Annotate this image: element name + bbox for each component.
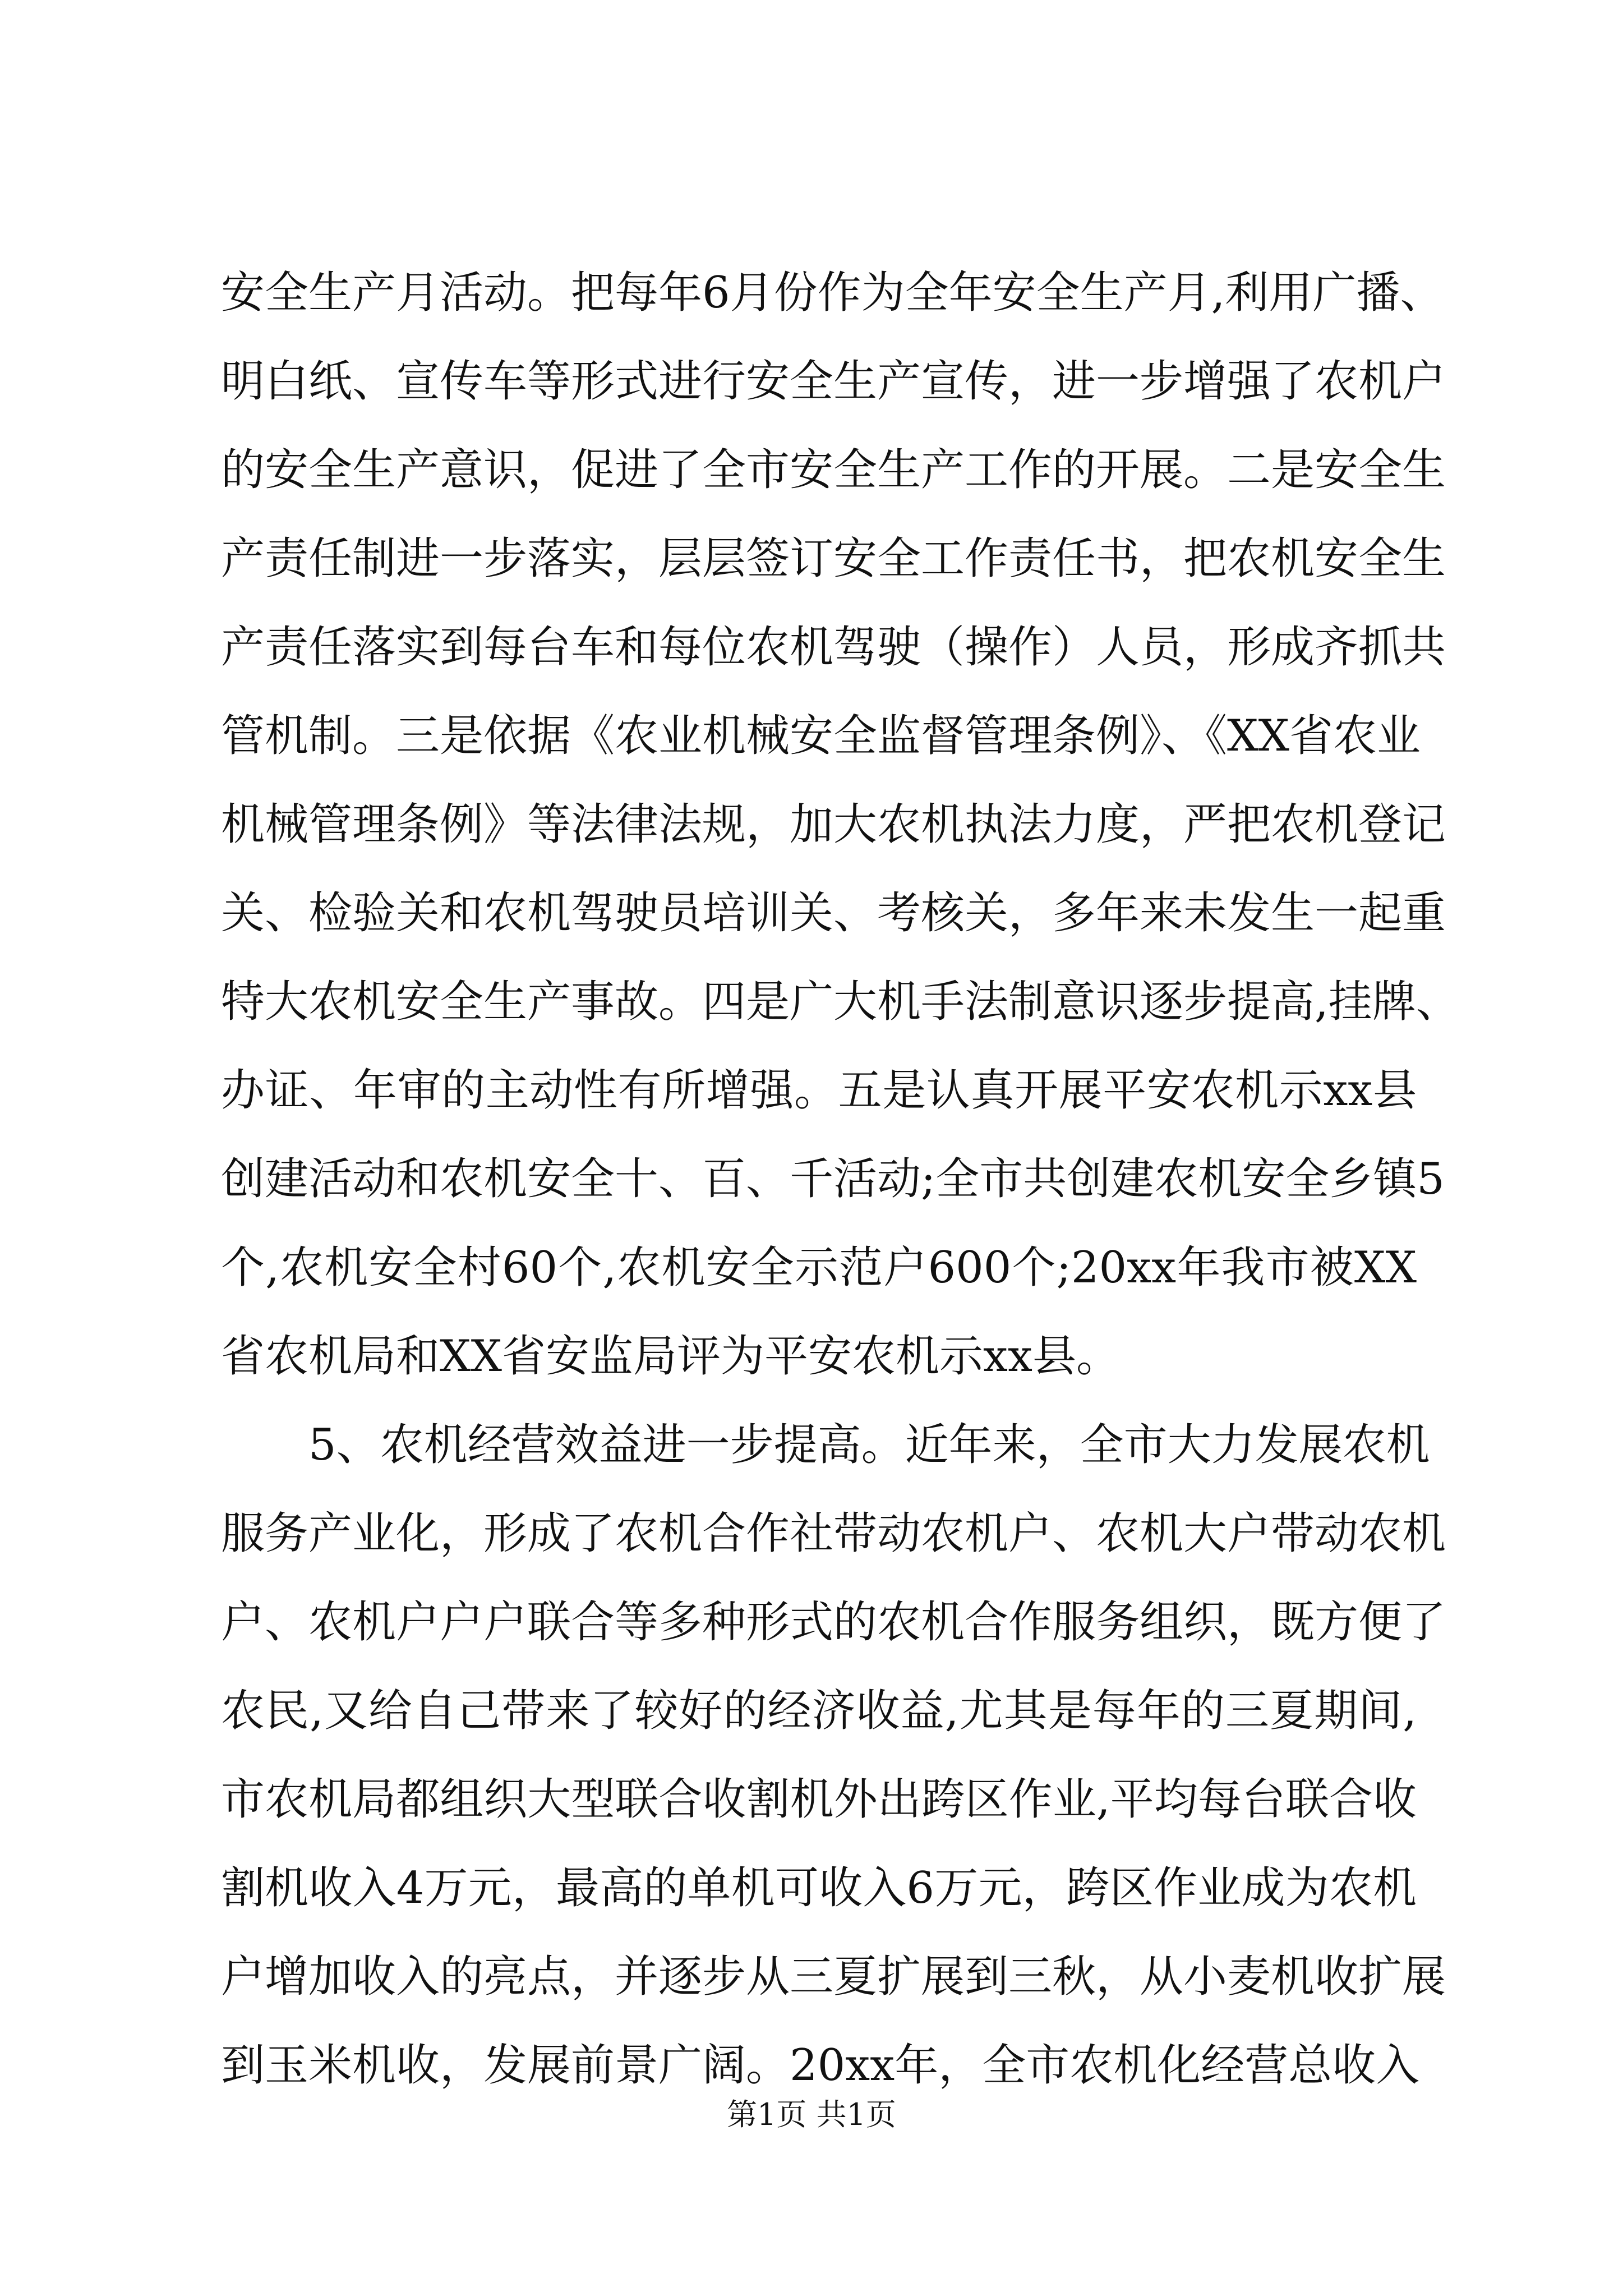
text-line: 户、农机户户户联合等多种形式的农机合作服务组织，既方便了 [221, 1597, 1446, 1648]
text-line: 户增加收入的亮点，并逐步从三夏扩展到三秋，从小麦机收扩展 [221, 1952, 1446, 2002]
text-line: 创建活动和农机安全十、百、千活动;全市共创建农机安全乡镇5 [221, 1154, 1445, 1204]
text-line: 服务产业化，形成了农机合作社带动农机户、农机大户带动农机 [221, 1508, 1446, 1559]
text-line: 个,农机安全村60个,农机安全示范户600个;20xx年我市被XX [221, 1243, 1417, 1293]
text-line: 明白纸、宣传车等形式进行安全生产宣传，进一步增强了农机户 [221, 356, 1446, 407]
text-line: 机械管理条例》等法律法规，加大农机执法力度，严把农机登记 [221, 799, 1446, 850]
text-line: 安全生产月活动。把每年6月份作为全年安全生产月,利用广播、 [221, 268, 1444, 318]
page-number: 第1页 共1页 [727, 2097, 896, 2132]
text-line: 割机收入4万元，最高的单机可收入6万元，跨区作业成为农机 [221, 1863, 1417, 1913]
text-line: 产责任落实到每台车和每位农机驾驶（操作）人员，形成齐抓共 [221, 622, 1446, 673]
text-line: 农民,又给自己带来了较好的经济收益,尤其是每年的三夏期间, [221, 1686, 1417, 1736]
text-line: 市农机局都组织大型联合收割机外出跨区作业,平均每台联合收 [221, 1774, 1417, 1825]
page-footer [0, 2095, 1623, 2134]
text-line: 管机制。三是依据《农业机械安全监督管理条例》、《XX省农业 [221, 711, 1421, 761]
text-line: 到玉米机收，发展前景广阔。20xx年，全市农机化经营总收入 [221, 2040, 1420, 2091]
document-body [221, 249, 1460, 2110]
text-line: 关、检验关和农机驾驶员培训关、考核关，多年来未发生一起重 [221, 888, 1446, 938]
text-line: 特大农机安全生产事故。四是广大机手法制意识逐步提高,挂牌、 [221, 977, 1460, 1027]
text-line: 5、农机经营效益进一步提高。近年来，全市大力发展农机 [221, 1420, 1430, 1470]
text-line: 的安全生产意识，促进了全市安全生产工作的开展。二是安全生 [221, 445, 1446, 495]
text-line: 办证、年审的主动性有所增强。五是认真开展平安农机示xx县 [221, 1065, 1417, 1116]
text-line: 产责任制进一步落实，层层签订安全工作责任书，把农机安全生 [221, 533, 1446, 584]
text-line: 省农机局和XX省安监局评为平安农机示xx县。 [221, 1331, 1121, 1382]
